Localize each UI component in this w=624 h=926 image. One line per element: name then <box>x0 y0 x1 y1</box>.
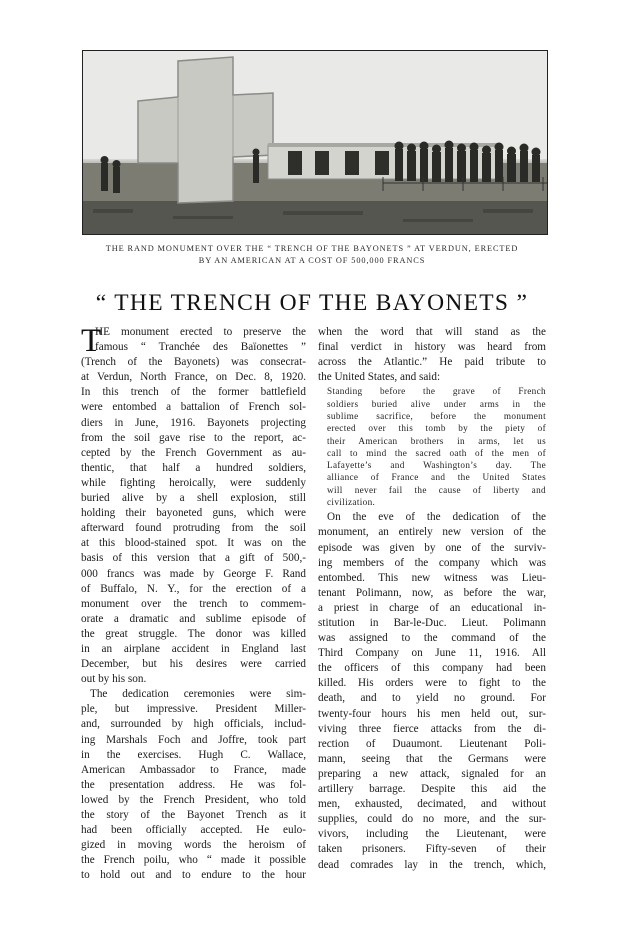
paragraph-2 <box>81 687 306 883</box>
text-line: The dedication ceremonies were sim- <box>90 688 306 701</box>
text-line: across the Atlantic.” He paid tribute to <box>318 356 546 369</box>
text-line: of Buffalo, N. Y., for the erection of a <box>81 582 306 595</box>
text-line: when the word that will stand as the <box>318 326 546 338</box>
quote-line: their American brothers in arms, let us <box>327 435 546 446</box>
quote-line: call to mind the sacred oath of the men of <box>327 447 546 458</box>
text-line: to hold out and to endure to the hour <box>81 869 306 882</box>
text-line: the great struggle. The donor was killed <box>81 627 306 640</box>
quote-line: sublime sacrifice, before the monument <box>327 410 546 421</box>
text-line: taken prisoners. Fifty-seven of their <box>318 843 546 856</box>
text-line: monument, an entirely new version of the <box>318 526 546 539</box>
text-line: December, but his desires were carried <box>81 658 306 671</box>
paragraph-3 <box>318 510 546 872</box>
text-line: were entombed a battalion of French sol- <box>81 401 306 414</box>
text-line: basis of this version that a gift of 500,- <box>81 552 306 565</box>
text-line: holding their bayoneted guns, which were <box>81 507 306 520</box>
quote-line: soldiers buried alive under arms in the <box>327 398 546 409</box>
text-line: vivors, including the Lieutenant, were <box>318 828 546 841</box>
caption-line-2: BY AN AMERICAN AT A COST OF 500,000 FRANCS <box>198 255 426 265</box>
photo-caption <box>60 243 564 266</box>
quote-line: Lafayette’s and Washington’s day. The <box>327 460 546 471</box>
text-line: mann, seeing that the Germans were <box>318 752 546 765</box>
text-line: diers in June, 1916. Bayonets projecting <box>81 416 306 429</box>
text-line: episode was given by one of the surviv- <box>318 541 546 554</box>
text-line: viving three fierce attacks from the di- <box>318 722 546 735</box>
text-line: buried alive by a shell explosion, still <box>81 492 306 505</box>
text-line: monument over the trench to commem- <box>81 597 306 610</box>
text-line: HE monument erected to preserve the <box>95 326 306 338</box>
text-line: out by his son. <box>81 673 147 686</box>
quote-line: alliance of France and the United States <box>327 472 546 483</box>
text-line: dead comrades lay in the trench, which, <box>318 858 546 871</box>
caption-line-1: THE RAND MONUMENT OVER THE “ TRENCH OF THE BAYONETS ” AT VERDUN, ERECTED <box>105 244 519 253</box>
text-line: killed. His orders were to fight to the <box>318 677 546 690</box>
text-line: death, and to yield no ground. For <box>318 692 546 705</box>
text-line: preparing a new attack, signaled for an <box>318 767 546 780</box>
quote-line: erected over this tomb by the piety of <box>327 423 546 434</box>
text-line: in the exercises. Hugh C. Wallace, <box>81 748 306 761</box>
text-line: tenant Polimann, now, as before the war, <box>318 586 546 599</box>
quote-line: will never fail the cause of liberty and <box>327 484 546 495</box>
paragraph-1 <box>81 325 306 687</box>
text-line: and, surrounded by high officials, includ- <box>81 718 306 731</box>
text-line: In this trench of the former battlefield <box>81 386 306 399</box>
text-line: the French poilu, who “ made it possible <box>81 854 306 867</box>
text-line: ing Marshals Foch and Joffre, took part <box>81 733 306 746</box>
monument-photo-drawing <box>83 51 548 235</box>
text-line: a priest in charge of an educational in- <box>318 601 546 614</box>
block-quote <box>318 385 546 508</box>
quote-line: civilization. <box>327 497 376 508</box>
text-line: afterward found protruding from the soil <box>81 522 306 535</box>
text-line: the story of the Bayonet Trench as it <box>81 809 306 821</box>
text-line: had been officially accepted. He eulo- <box>81 824 306 837</box>
text-line: twenty-four hours his men held out, sur- <box>318 707 546 720</box>
text-line: gized in moving words the heroism of <box>81 839 306 852</box>
text-line: was assigned to the command of the <box>318 632 546 645</box>
text-line: On the eve of the dedication of the <box>327 511 546 524</box>
text-line: in an airplane accident in England last <box>81 642 306 655</box>
article-title: “ THE TRENCH OF THE BAYONETS ” <box>95 290 529 316</box>
text-line: the presentation address. He was fol- <box>81 778 306 791</box>
drop-cap: T <box>81 323 102 359</box>
text-line: lowed by the French President, who told <box>81 793 306 806</box>
monument-photograph <box>82 50 548 235</box>
text-line: famous “ Tranchée des Baïonettes ” <box>95 341 306 354</box>
text-line: at this blood-stained spot. It was on the <box>81 537 306 550</box>
text-line: at Verdun, North France, on Dec. 8, 1920. <box>81 371 306 384</box>
text-line: ing members of the company which was <box>318 556 546 569</box>
text-line: entombed. This new witness was Lieu- <box>318 571 546 584</box>
text-line: rection of Duaumont. Lieutenant Poli- <box>318 737 546 750</box>
text-line: while fighting heroically, were suddenly <box>81 476 306 489</box>
text-line: artillery barrage. Despite this aid the <box>318 783 546 796</box>
text-line: the officers of this company had been <box>318 662 546 675</box>
text-line: men, exhausted, decimated, and without <box>318 798 546 811</box>
text-line: the United States, and said: <box>318 371 441 384</box>
text-line: orate a dramatic and sublime episode of <box>81 612 306 625</box>
right-column <box>318 325 546 873</box>
text-line: from the soil gave rise to the report, ac- <box>81 431 306 444</box>
continuation-paragraph <box>318 325 546 385</box>
text-line: thentic, that half a hundred soldiers, <box>81 461 306 474</box>
left-column <box>81 325 306 883</box>
text-line: 000 francs was made by George F. Rand <box>81 567 306 580</box>
text-line: supplies, could do no more, and the sur- <box>318 813 546 826</box>
text-line: American Ambassador to France, made <box>81 763 306 776</box>
text-line: stitution in Bar-le-Duc. Lieut. Polimann <box>318 617 546 629</box>
text-line: (Trench of the Bayonets) was consecrat- <box>81 356 306 369</box>
text-line: ple, but impressive. President Miller- <box>81 703 306 716</box>
text-line: final verdict in history was heard from <box>318 341 546 354</box>
quote-line: Standing before the grave of French <box>327 386 546 397</box>
text-line: cepted by the French Government as au- <box>81 446 306 459</box>
text-line: Third Company on June 11, 1916. All <box>318 647 546 660</box>
